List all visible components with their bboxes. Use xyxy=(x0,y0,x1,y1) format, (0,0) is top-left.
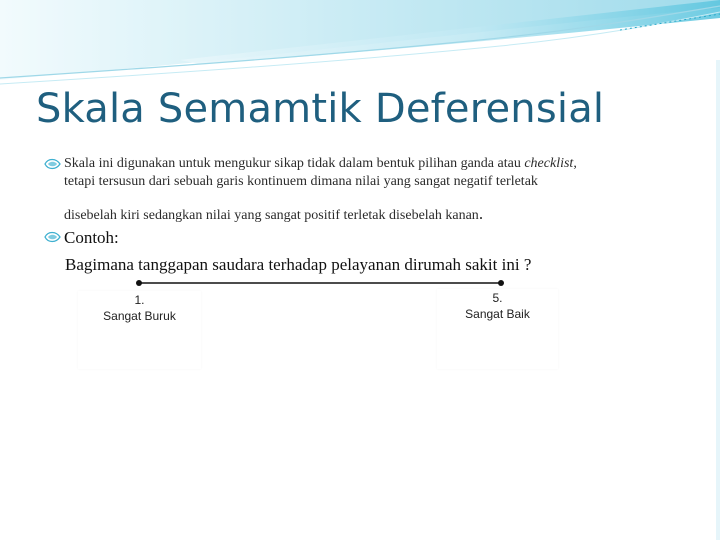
scale-right-endpoint xyxy=(498,280,504,286)
scale-left-endpoint xyxy=(136,280,142,286)
bullet-description-text xyxy=(64,155,577,225)
right-edge-decoration xyxy=(710,60,720,540)
description-line-3: disebelah kiri sedangkan nilai yang sangat positif terletak disebelah kanan xyxy=(64,208,479,223)
scale-right-box xyxy=(437,289,558,369)
example-question: Bagimana tanggapan saudara terhadap pelayanan dirumah sakit ini ? xyxy=(65,255,532,274)
scale-right-text: Sangat Baik xyxy=(465,307,530,321)
bullet-arrow-icon xyxy=(44,230,62,244)
slide-title: Skala Semamtik Deferensial xyxy=(36,86,605,132)
scale-line xyxy=(135,277,505,289)
scale-right-label xyxy=(437,290,558,322)
bullet-example xyxy=(44,228,119,248)
scale-left-label xyxy=(78,292,201,324)
scale-right-number: 5. xyxy=(492,291,503,305)
bullet-arrow-icon xyxy=(44,157,62,171)
description-comma: , xyxy=(573,156,577,171)
header-wave-decoration xyxy=(0,0,720,90)
scale-left-number: 1. xyxy=(134,293,145,307)
scale-left-box xyxy=(78,291,201,369)
description-italic-term: checklist xyxy=(524,156,574,171)
description-line-2: tetapi tersusun dari sebuah garis kontinuem dimana nilai yang sangat negatif terletak xyxy=(64,174,538,189)
description-line-1: Skala ini digunakan untuk mengukur sikap tidak dalam bentuk pilihan ganda atau xyxy=(64,156,525,171)
example-label: Contoh: xyxy=(64,228,119,247)
description-period: . xyxy=(478,204,484,223)
scale-left-text: Sangat Buruk xyxy=(103,309,176,323)
bullet-description xyxy=(44,155,684,225)
